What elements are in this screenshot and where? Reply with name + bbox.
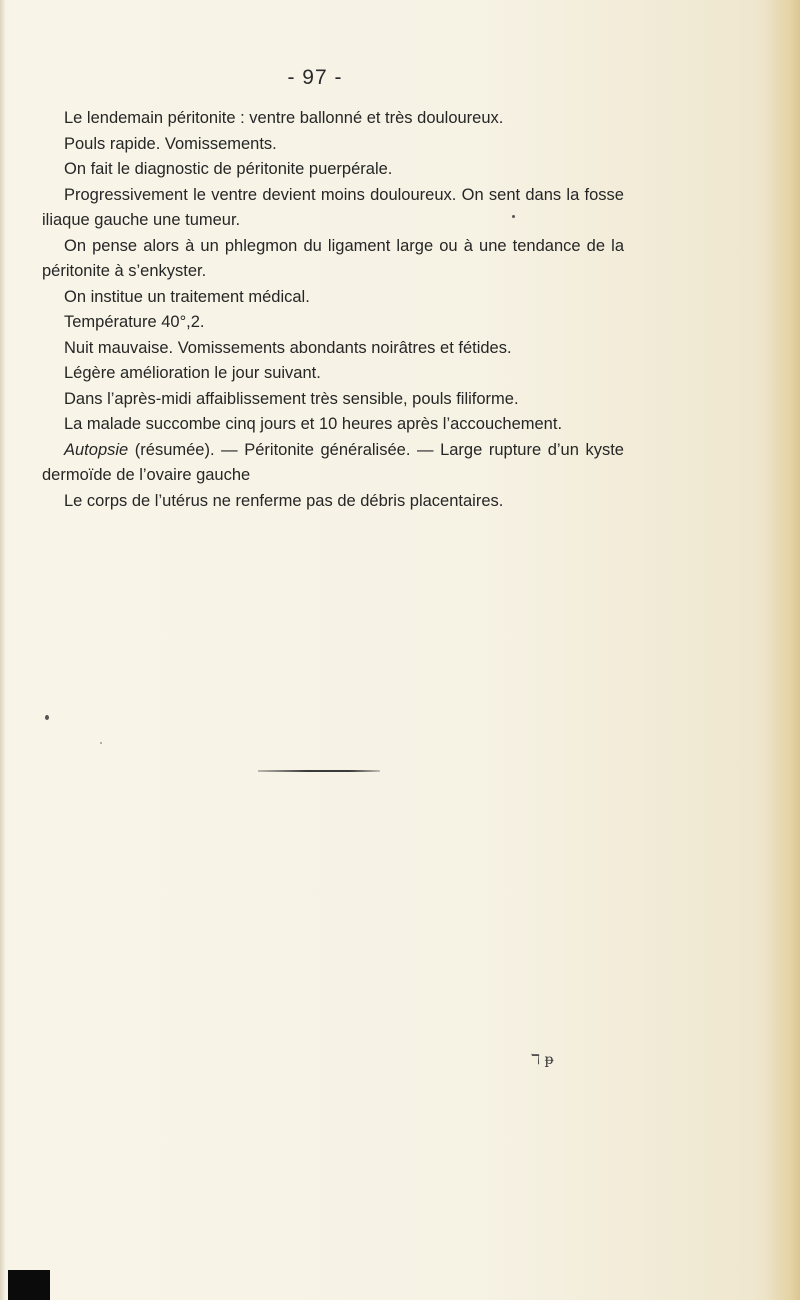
- paragraph: Légère amélioration le jour suivant.: [64, 364, 321, 382]
- autopsy-label: Autopsie: [64, 440, 129, 459]
- scan-corner-mark: [8, 1270, 50, 1300]
- page-right-edge: [766, 0, 800, 1300]
- ink-speck: [100, 742, 102, 744]
- paragraph: Température 40°,2.: [64, 313, 205, 331]
- page-number: - 97 -: [287, 66, 343, 89]
- paragraph: On pense alors à un phlegmon du ligament large ou à une tendance de la péritonite à s’enkyster.: [42, 236, 624, 280]
- autopsy-paragraph: [42, 438, 624, 489]
- paragraph: Pouls rapide. Vomissements.: [64, 134, 277, 153]
- ink-speck: [512, 215, 515, 218]
- margin-handwriting: ℸ ᵽ: [531, 1052, 554, 1068]
- paragraph: Progressivement le ventre devient moins douloureux. On sent dans la fosse iliaque gauche une tumeur.: [42, 185, 624, 229]
- page-left-edge: [0, 0, 6, 1300]
- paragraph: Dans l’après-midi affaiblissement très sensible, pouls filiforme.: [64, 389, 519, 408]
- paragraph: La malade succombe cinq jours et 10 heures après l’accouchement.: [64, 415, 563, 433]
- paragraph: On fait le diagnostic de péritonite puerpérale.: [64, 160, 393, 178]
- body-text: [42, 106, 624, 514]
- autopsy-text: (résumée). — Péritonite généralisée. — Large rupture d’un kyste dermoïde de l’ovaire gauche: [42, 440, 624, 484]
- paragraph: Le lendemain péritonite : ventre ballonné et très douloureux.: [64, 109, 504, 127]
- paragraph: Nuit mauvaise. Vomissements abondants noirâtres et fétides.: [64, 338, 512, 357]
- paragraph: On institue un traitement médical.: [64, 287, 310, 306]
- ink-speck: [45, 715, 49, 720]
- final-paragraph: Le corps de l’utérus ne renferme pas de débris placentaires.: [64, 491, 504, 510]
- section-divider-rule: [258, 770, 380, 772]
